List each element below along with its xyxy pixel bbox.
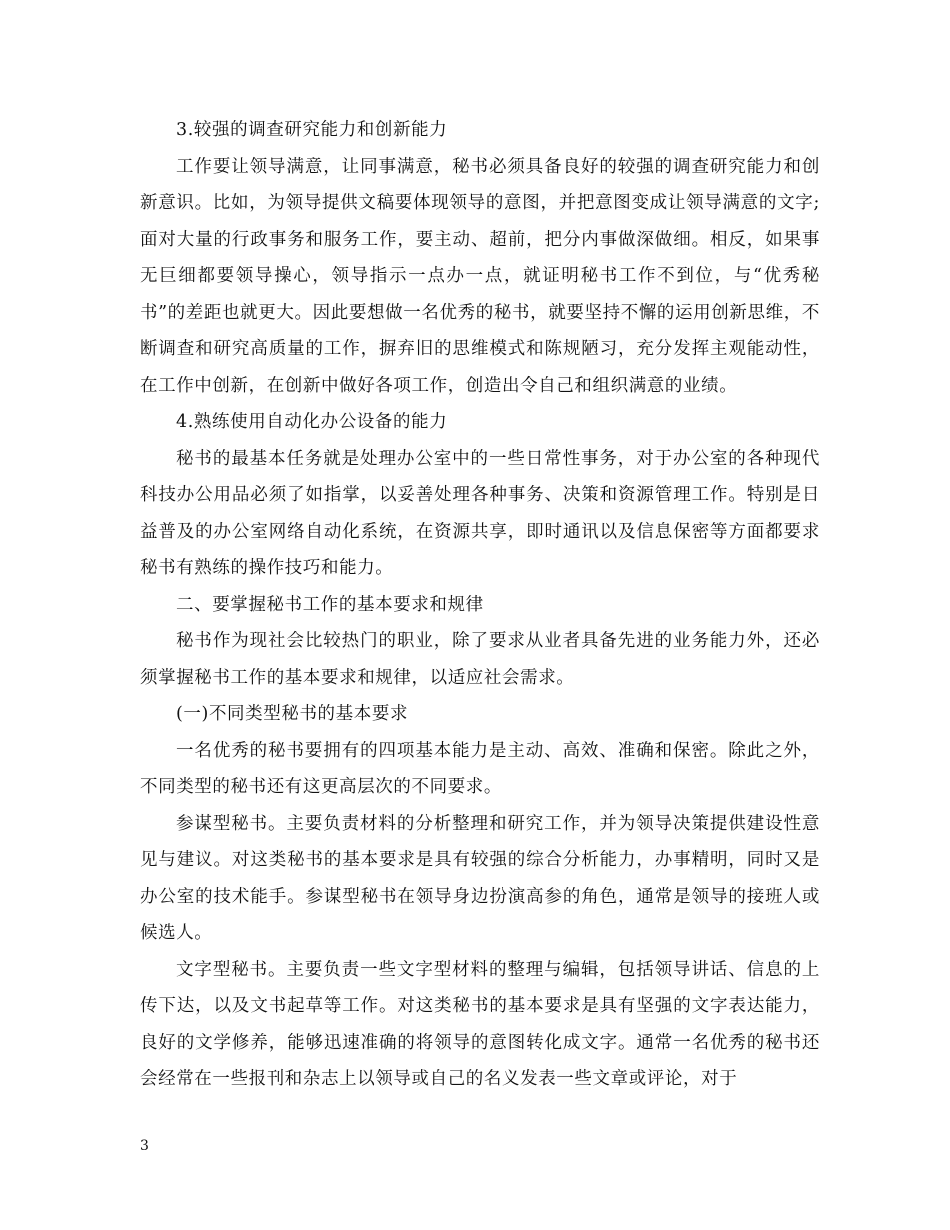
body-paragraph: 参谋型秘书。主要负责材料的分析整理和研究工作，并为领导决策提供建设性意见与建议。对这类秘书的基本要求是具有较强的综合分析能力，办事精明，同时又是办公室的技术能手。参谋型秘书在领导身边扮演高参的角色，通常是领导的接班人或候选人。 (140, 813, 820, 943)
document-body (140, 112, 820, 1098)
section-heading-2: 二、要掌握秘书工作的基本要求和规律 (176, 594, 484, 615)
page-number: 3 (140, 1138, 149, 1154)
body-paragraph: 一名优秀的秘书要拥有的四项基本能力是主动、高效、准确和保密。除此之外，不同类型的秘书还有这更高层次的不同要求。 (140, 740, 820, 797)
body-paragraph: 文字型秘书。主要负责一些文字型材料的整理与编辑，包括领导讲话、信息的上传下达，以及文书起草等工作。对这类秘书的基本要求是具有坚强的文字表达能力，良好的文学修养，能够迅速准确的将领导的意图转化成文字。通常一名优秀的秘书还会经常在一些报刊和杂志上以领导或自己的名义发表一些文章或评论，对于 (140, 959, 820, 1089)
body-paragraph: 秘书的最基本任务就是处理办公室中的一些日常性事务，对于办公室的各种现代科技办公用品必须了如指掌，以妥善处理各种事务、决策和资源管理工作。特别是日益普及的办公室网络自动化系统，在资源共享，即时通讯以及信息保密等方面都要求秘书有熟练的操作技巧和能力。 (140, 448, 820, 578)
body-paragraph: 工作要让领导满意，让同事满意，秘书必须具备良好的较强的调查研究能力和创新意识。比如，为领导提供文稿要体现领导的意图，并把意图变成让领导满意的文字;面对大量的行政事务和服务工作，要主动、超前，把分内事做深做细。相反，如果事无巨细都要领导操心，领导指示一点办一点，就证明秘书工作不到位，与“优秀秘书”的差距也就更大。因此要想做一名优秀的秘书，就要坚持不懈的运用创新思维，不断调查和研究高质量的工作，摒弃旧的思维模式和陈规陋习，充分发挥主观能动性，在工作中创新，在创新中做好各项工作，创造出令自己和组织满意的业绩。 (140, 156, 820, 396)
section-heading-4: 4.熟练使用自动化办公设备的能力 (176, 412, 448, 432)
subsection-heading-1: (一)不同类型秘书的基本要求 (176, 704, 409, 724)
section-heading-3: 3.较强的调查研究能力和创新能力 (176, 120, 448, 140)
body-paragraph: 秘书作为现社会比较热门的职业，除了要求从业者具备先进的业务能力外，还必须掌握秘书工作的基本要求和规律，以适应社会需求。 (140, 631, 820, 688)
